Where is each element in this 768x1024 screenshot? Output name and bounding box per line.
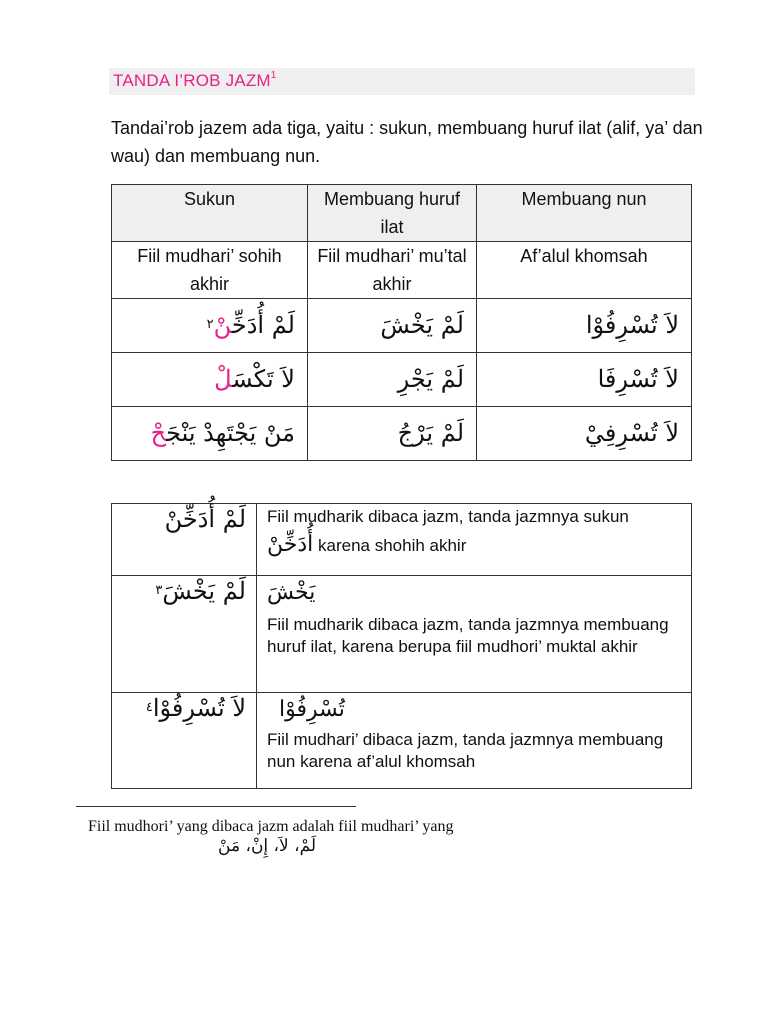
table-row: [112, 693, 692, 789]
explanation-cell: [257, 504, 692, 576]
jazm-sign-table: [111, 184, 692, 461]
heading-bar: [109, 68, 695, 95]
explanation-cell: [257, 576, 692, 693]
example-cell: لَمْ يَخْشَ$^٣$: [112, 576, 257, 693]
table-subheader-row: [112, 242, 692, 299]
header-nun: Membuang nun: [477, 185, 692, 242]
explanation-table: [111, 503, 692, 789]
sukun-example: لَمْ أُدَخِّنْ$^٢$: [112, 299, 308, 353]
table-row: [112, 504, 692, 576]
sukun-example: مَنْ يَجْتَهِدْ يَنْجَحْ: [112, 407, 308, 461]
example-cell: لَمْ أُدَخِّنْ: [112, 504, 257, 576]
arabic-word: أُدَخِّنْ: [267, 532, 314, 557]
nun-example: لاَ تُسْرِفَا: [477, 353, 692, 407]
nun-example: لاَ تُسْرِفُوْا: [477, 299, 692, 353]
header-sukun: Sukun: [112, 185, 308, 242]
arabic-word: يَخْشَ: [267, 580, 316, 605]
nun-example: لاَ تُسْرِفِيْ: [477, 407, 692, 461]
table-row: [112, 353, 692, 407]
table-row: [112, 299, 692, 353]
explanation-text: Fiil mudharik dibaca jazm, tanda jazmnya membuang huruf ilat, karena berupa fiil mudhori’ muktal akhir: [267, 615, 669, 656]
page-title: TANDA I’ROB JAZM$^1$: [113, 70, 277, 90]
footnote-divider: [76, 806, 356, 807]
table-header-row: [112, 185, 692, 242]
footnote-text: Fiil mudhori’ yang dibaca jazm adalah fiil mudhari’ yang: [88, 818, 454, 835]
header-ilat: Membuang huruf ilat: [308, 185, 477, 242]
explanation-line: أُدَخِّنْ karena shohih akhir: [267, 532, 467, 557]
table-row: [112, 576, 692, 693]
ilat-example: لَمْ يَرْجُ: [308, 407, 477, 461]
subheader-ilat: Fiil mudhari’ mu’tal akhir: [308, 242, 477, 299]
explanation-text: Fiil mudharik dibaca jazm, tanda jazmnya sukun: [267, 507, 629, 526]
ilat-example: لَمْ يَجْرِ: [308, 353, 477, 407]
table-row: [112, 407, 692, 461]
ilat-example: لَمْ يَخْشَ: [308, 299, 477, 353]
intro-paragraph: Tandai’rob jazem ada tiga, yaitu : sukun, membuang huruf ilat (alif, ya’ dan wau) dan membuang nun.: [111, 118, 703, 166]
footnote-arabic: لَمْ، لاَ، إِنْ، مَنْ: [218, 836, 317, 856]
explanation-text: Fiil mudhari’ dibaca jazm, tanda jazmnya membuang nun karena af’alul khomsah: [267, 730, 664, 771]
footnote-ref: 1: [270, 70, 277, 81]
arabic-word: تُسْرِفُوْا: [279, 697, 345, 722]
subheader-nun: Af’alul khomsah: [477, 242, 692, 299]
sukun-example: لاَ تَكْسَلْ: [112, 353, 308, 407]
subheader-sukun: Fiil mudhari’ sohih akhir: [112, 242, 308, 299]
example-cell: لاَ تُسْرِفُوْا$^٤$: [112, 693, 257, 789]
explanation-cell: [257, 693, 692, 789]
